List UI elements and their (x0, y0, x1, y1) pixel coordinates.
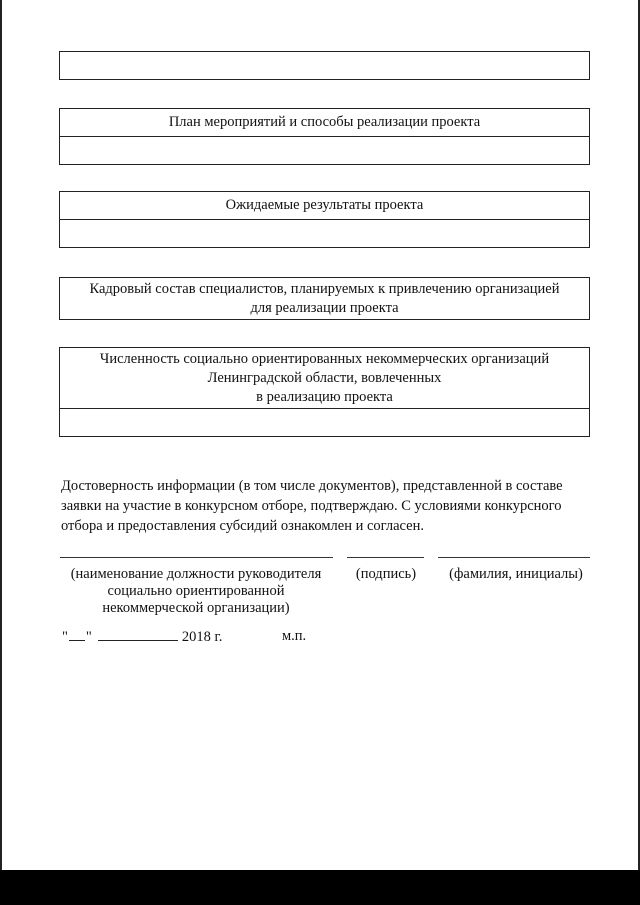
close-quote: " (85, 629, 92, 645)
section-title-line: План мероприятий и способы реализации проекта (168, 114, 481, 130)
signature-line[interactable] (347, 557, 424, 558)
section-title-line: Кадровый состав специалистов, планируемых к привлечению организацией (89, 280, 560, 297)
name-signature-line[interactable] (438, 557, 590, 558)
signature-caption: (подпись) (355, 566, 417, 582)
year-text: 2018 г. (181, 629, 223, 645)
position-signature-line[interactable] (60, 557, 333, 558)
section-staff-composition (59, 277, 590, 320)
section-title-line: для реализации проекта (250, 299, 399, 316)
section-title-line: Ожидаемые результаты проекта (225, 197, 424, 213)
confirmation-line: заявки на участие в конкурсном отборе, подтверждаю. С условиями конкурсного (61, 498, 562, 514)
section-nko-count (59, 347, 590, 437)
month-blank[interactable] (98, 627, 178, 641)
section-title (60, 278, 589, 319)
position-caption (58, 566, 334, 617)
confirmation-text (61, 476, 591, 536)
section-nko-count-field[interactable] (60, 409, 589, 436)
section-title (60, 348, 589, 409)
section-title-line: в реализацию проекта (256, 388, 393, 405)
confirmation-line: Достоверность информации (в том числе документов), представленной в составе (61, 478, 563, 494)
section-title-line: Ленинградской области, вовлеченных (207, 369, 442, 386)
stamp-place: м.п. (282, 628, 307, 644)
section-title (60, 192, 589, 220)
scan-edge-left (0, 0, 2, 870)
section-action-plan (59, 108, 590, 165)
open-quote: " (62, 629, 68, 645)
section-expected-results-field[interactable] (60, 220, 589, 247)
caption-line: некоммерческой организации) (102, 600, 290, 616)
section-title-line: Численность социально ориентированных некоммерческих организаций (99, 350, 550, 367)
day-blank[interactable] (69, 627, 85, 641)
caption-line: (наименование должности руководителя (70, 566, 322, 582)
section-expected-results (59, 191, 590, 248)
scan-bottom-band (0, 870, 640, 905)
section-empty-box (59, 51, 590, 80)
date-line (62, 627, 222, 646)
caption-line: социально ориентированной (107, 583, 285, 599)
section-title (60, 109, 589, 137)
section-action-plan-field[interactable] (60, 137, 589, 164)
confirmation-line: отбора и предоставления субсидий ознакомлен и согласен. (61, 518, 424, 534)
name-caption: (фамилия, инициалы) (449, 566, 583, 582)
